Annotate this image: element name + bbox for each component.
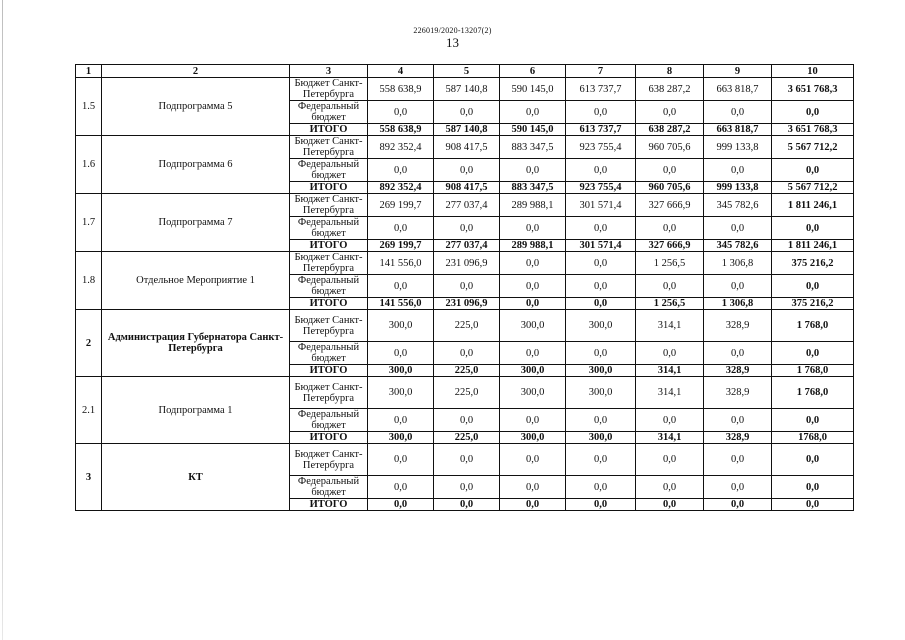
budget-table [75,64,854,511]
spb-budget-row [76,252,854,275]
year-value-cell: 0,0 [636,444,704,476]
total-value-cell: 1 811 246,1 [772,240,854,252]
year-value-cell: 231 096,9 [434,252,500,275]
year-value-cell: 613 737,7 [566,124,636,136]
total-value-cell: 5 567 712,2 [772,136,854,159]
spb-budget-row [76,377,854,409]
year-value-cell: 960 705,6 [636,136,704,159]
spb-budget-row [76,194,854,217]
year-value-cell: 923 755,4 [566,136,636,159]
column-number-cell: 1 [76,65,102,78]
year-value-cell: 0,0 [636,476,704,499]
year-value-cell: 0,0 [500,275,566,298]
funding-source-label: Федеральный бюджет [290,409,368,432]
total-value-cell: 0,0 [772,444,854,476]
year-value-cell: 0,0 [500,298,566,310]
year-value-cell: 345 782,6 [704,194,772,217]
year-value-cell: 892 352,4 [368,182,434,194]
year-value-cell: 141 556,0 [368,298,434,310]
year-value-cell: 558 638,9 [368,124,434,136]
year-value-cell: 0,0 [434,476,500,499]
section-name-cell: Подпрограмма 5 [102,78,290,136]
total-value-cell: 0,0 [772,476,854,499]
column-number-cell: 8 [636,65,704,78]
spb-budget-row [76,78,854,101]
year-value-cell: 0,0 [434,444,500,476]
year-value-cell: 277 037,4 [434,194,500,217]
total-value-cell: 3 651 768,3 [772,78,854,101]
funding-source-label: Федеральный бюджет [290,342,368,365]
year-value-cell: 0,0 [704,275,772,298]
year-value-cell: 663 818,7 [704,78,772,101]
total-value-cell: 375 216,2 [772,252,854,275]
year-value-cell: 328,9 [704,365,772,377]
year-value-cell: 300,0 [368,377,434,409]
funding-source-label: ИТОГО [290,365,368,377]
column-number-cell: 5 [434,65,500,78]
year-value-cell: 0,0 [636,101,704,124]
year-value-cell: 141 556,0 [368,252,434,275]
year-value-cell: 314,1 [636,365,704,377]
year-value-cell: 0,0 [434,101,500,124]
year-value-cell: 328,9 [704,377,772,409]
year-value-cell: 300,0 [500,377,566,409]
year-value-cell: 0,0 [500,342,566,365]
section-index-cell: 2.1 [76,377,102,444]
funding-source-label: Федеральный бюджет [290,101,368,124]
year-value-cell: 300,0 [368,432,434,444]
year-value-cell: 999 133,8 [704,136,772,159]
section-index-cell: 2 [76,310,102,377]
year-value-cell: 613 737,7 [566,78,636,101]
total-value-cell: 0,0 [772,409,854,432]
funding-source-label: ИТОГО [290,124,368,136]
column-number-cell: 6 [500,65,566,78]
section-index-cell: 3 [76,444,102,511]
year-value-cell: 0,0 [636,217,704,240]
funding-source-label: Федеральный бюджет [290,476,368,499]
column-number-cell: 2 [102,65,290,78]
total-value-cell: 1 768,0 [772,365,854,377]
year-value-cell: 0,0 [566,409,636,432]
year-value-cell: 300,0 [566,377,636,409]
document-number: 226019/2020-13207(2) [413,26,492,35]
year-value-cell: 558 638,9 [368,78,434,101]
funding-source-label: Бюджет Санкт-Петербурга [290,252,368,275]
year-value-cell: 300,0 [566,432,636,444]
year-value-cell: 0,0 [704,159,772,182]
year-value-cell: 587 140,8 [434,78,500,101]
year-value-cell: 587 140,8 [434,124,500,136]
year-value-cell: 638 287,2 [636,124,704,136]
year-value-cell: 314,1 [636,310,704,342]
year-value-cell: 0,0 [500,499,566,511]
year-value-cell: 300,0 [500,432,566,444]
year-value-cell: 314,1 [636,432,704,444]
year-value-cell: 300,0 [368,310,434,342]
section-name-cell: Подпрограмма 1 [102,377,290,444]
year-value-cell: 0,0 [368,342,434,365]
year-value-cell: 0,0 [566,252,636,275]
funding-source-label: ИТОГО [290,240,368,252]
year-value-cell: 1 256,5 [636,252,704,275]
spb-budget-row [76,136,854,159]
year-value-cell: 638 287,2 [636,78,704,101]
year-value-cell: 0,0 [500,444,566,476]
funding-source-label: Федеральный бюджет [290,159,368,182]
year-value-cell: 0,0 [434,159,500,182]
year-value-cell: 345 782,6 [704,240,772,252]
year-value-cell: 0,0 [704,499,772,511]
year-value-cell: 0,0 [368,409,434,432]
year-value-cell: 923 755,4 [566,182,636,194]
year-value-cell: 908 417,5 [434,182,500,194]
year-value-cell: 0,0 [368,499,434,511]
year-value-cell: 1 256,5 [636,298,704,310]
section-index-cell: 1.8 [76,252,102,310]
total-value-cell: 1 811 246,1 [772,194,854,217]
year-value-cell: 590 145,0 [500,124,566,136]
year-value-cell: 0,0 [566,444,636,476]
year-value-cell: 289 988,1 [500,240,566,252]
year-value-cell: 0,0 [704,101,772,124]
year-value-cell: 0,0 [500,409,566,432]
column-number-cell: 9 [704,65,772,78]
section-name-cell: Подпрограмма 7 [102,194,290,252]
total-value-cell: 0,0 [772,275,854,298]
year-value-cell: 0,0 [566,101,636,124]
section-index-cell: 1.7 [76,194,102,252]
column-number-cell: 3 [290,65,368,78]
funding-source-label: ИТОГО [290,298,368,310]
year-value-cell: 883 347,5 [500,182,566,194]
funding-source-label: Бюджет Санкт-Петербурга [290,377,368,409]
year-value-cell: 225,0 [434,432,500,444]
total-value-cell: 0,0 [772,159,854,182]
year-value-cell: 300,0 [566,310,636,342]
year-value-cell: 0,0 [434,217,500,240]
year-value-cell: 0,0 [500,159,566,182]
spb-budget-row [76,444,854,476]
year-value-cell: 327 666,9 [636,194,704,217]
total-value-cell: 0,0 [772,101,854,124]
year-value-cell: 590 145,0 [500,78,566,101]
year-value-cell: 301 571,4 [566,240,636,252]
year-value-cell: 0,0 [500,217,566,240]
column-number-row [76,65,854,78]
year-value-cell: 269 199,7 [368,194,434,217]
budget-table-body [76,65,854,511]
year-value-cell: 1 306,8 [704,298,772,310]
year-value-cell: 0,0 [566,159,636,182]
year-value-cell: 0,0 [636,275,704,298]
year-value-cell: 663 818,7 [704,124,772,136]
year-value-cell: 225,0 [434,365,500,377]
total-value-cell: 375 216,2 [772,298,854,310]
year-value-cell: 0,0 [566,342,636,365]
year-value-cell: 0,0 [434,342,500,365]
year-value-cell: 300,0 [500,365,566,377]
year-value-cell: 0,0 [434,499,500,511]
year-value-cell: 301 571,4 [566,194,636,217]
year-value-cell: 0,0 [368,101,434,124]
year-value-cell: 0,0 [368,476,434,499]
year-value-cell: 0,0 [636,159,704,182]
section-name-cell: Администрация Губернатора Санкт-Петербурга [102,310,290,377]
year-value-cell: 328,9 [704,310,772,342]
spb-budget-row [76,310,854,342]
year-value-cell: 0,0 [368,159,434,182]
total-value-cell: 0,0 [772,499,854,511]
year-value-cell: 0,0 [368,275,434,298]
total-value-cell: 3 651 768,3 [772,124,854,136]
year-value-cell: 0,0 [500,252,566,275]
year-value-cell: 225,0 [434,377,500,409]
year-value-cell: 0,0 [434,409,500,432]
year-value-cell: 892 352,4 [368,136,434,159]
total-value-cell: 1 768,0 [772,377,854,409]
year-value-cell: 0,0 [500,101,566,124]
year-value-cell: 0,0 [636,409,704,432]
year-value-cell: 269 199,7 [368,240,434,252]
year-value-cell: 1 306,8 [704,252,772,275]
column-number-cell: 4 [368,65,434,78]
year-value-cell: 0,0 [566,476,636,499]
funding-source-label: Бюджет Санкт-Петербурга [290,78,368,101]
funding-source-label: Бюджет Санкт-Петербурга [290,310,368,342]
funding-source-label: ИТОГО [290,499,368,511]
section-name-cell: Подпрограмма 6 [102,136,290,194]
year-value-cell: 0,0 [704,476,772,499]
funding-source-label: Бюджет Санкт-Петербурга [290,194,368,217]
year-value-cell: 908 417,5 [434,136,500,159]
year-value-cell: 300,0 [368,365,434,377]
year-value-cell: 0,0 [704,217,772,240]
year-value-cell: 0,0 [566,298,636,310]
column-number-cell: 10 [772,65,854,78]
funding-source-label: Федеральный бюджет [290,217,368,240]
year-value-cell: 0,0 [368,444,434,476]
year-value-cell: 0,0 [500,476,566,499]
year-value-cell: 0,0 [704,342,772,365]
year-value-cell: 328,9 [704,432,772,444]
year-value-cell: 327 666,9 [636,240,704,252]
section-name-cell: Отдельное Мероприятие 1 [102,252,290,310]
year-value-cell: 0,0 [636,342,704,365]
year-value-cell: 0,0 [704,409,772,432]
year-value-cell: 0,0 [434,275,500,298]
total-value-cell: 5 567 712,2 [772,182,854,194]
section-index-cell: 1.5 [76,78,102,136]
total-value-cell: 0,0 [772,217,854,240]
year-value-cell: 289 988,1 [500,194,566,217]
year-value-cell: 883 347,5 [500,136,566,159]
scan-edge-shadow [2,0,3,640]
year-value-cell: 225,0 [434,310,500,342]
year-value-cell: 314,1 [636,377,704,409]
year-value-cell: 960 705,6 [636,182,704,194]
total-value-cell: 1768,0 [772,432,854,444]
year-value-cell: 0,0 [368,217,434,240]
column-number-cell: 7 [566,65,636,78]
funding-source-label: Бюджет Санкт-Петербурга [290,136,368,159]
total-value-cell: 1 768,0 [772,310,854,342]
section-name-cell: КТ [102,444,290,511]
year-value-cell: 0,0 [566,499,636,511]
year-value-cell: 300,0 [566,365,636,377]
year-value-cell: 277 037,4 [434,240,500,252]
funding-source-label: Федеральный бюджет [290,275,368,298]
year-value-cell: 999 133,8 [704,182,772,194]
year-value-cell: 0,0 [566,275,636,298]
total-value-cell: 0,0 [772,342,854,365]
funding-source-label: ИТОГО [290,432,368,444]
year-value-cell: 0,0 [566,217,636,240]
page-number: 13 [446,35,459,50]
section-index-cell: 1.6 [76,136,102,194]
year-value-cell: 0,0 [704,444,772,476]
funding-source-label: Бюджет Санкт-Петербурга [290,444,368,476]
funding-source-label: ИТОГО [290,182,368,194]
year-value-cell: 0,0 [636,499,704,511]
year-value-cell: 300,0 [500,310,566,342]
year-value-cell: 231 096,9 [434,298,500,310]
